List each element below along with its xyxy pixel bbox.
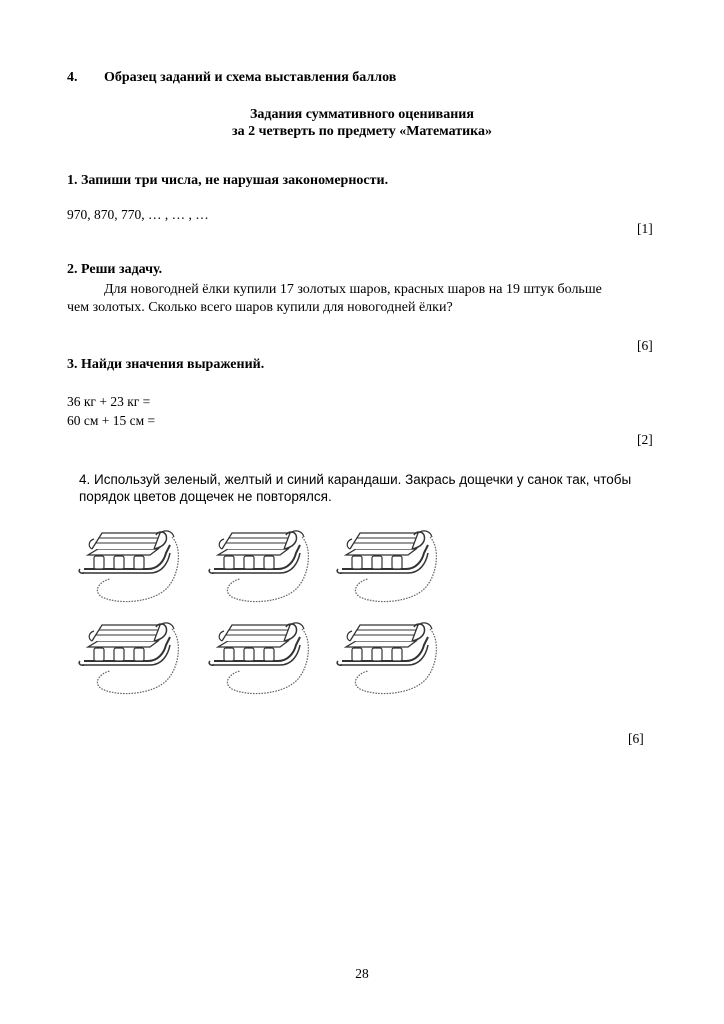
sled-image: [208, 525, 310, 605]
task-4-score: [6]: [628, 731, 644, 746]
sled-image: [336, 617, 438, 697]
task-2-text-line-2: чем золотых. Сколько всего шаров купили для новогодней ёлки?: [67, 300, 453, 315]
task-2-text-line-1: Для новогодней ёлки купили 17 золотых шаров, красных шаров на 19 штук больше: [104, 282, 602, 297]
task-1-title: 1. Запиши три числа, не нарушая закономерности.: [67, 173, 389, 188]
heading-line-2: за 2 четверть по предмету «Математика»: [231, 124, 493, 139]
sled-image: [78, 525, 180, 605]
section-title: Образец заданий и схема выставления баллов: [104, 70, 397, 85]
heading-line-1: Задания суммативного оценивания: [250, 107, 474, 122]
task-1-sequence: 970, 870, 770, … , … , …: [67, 207, 209, 222]
section-number: 4.: [67, 70, 78, 85]
task-3-title: 3. Найди значения выражений.: [67, 357, 265, 372]
task-3-expression-1: 36 кг + 23 кг =: [67, 394, 151, 409]
task-2-title: 2. Реши задачу.: [67, 262, 163, 277]
sled-image: [208, 617, 310, 697]
sled-image: [336, 525, 438, 605]
task-3-expression-2: 60 см + 15 см =: [67, 413, 156, 428]
page-number: 28: [355, 966, 369, 981]
task-3-score: [2]: [637, 432, 653, 447]
task-2-score: [6]: [637, 338, 653, 353]
task-4-text-line-1: 4. Используй зеленый, желтый и синий карандаши. Закрась дощечки у санок так, чтобы: [79, 472, 632, 487]
task-2-text: [67, 279, 656, 300]
sled-image: [78, 617, 180, 697]
task-1-score: [1]: [637, 221, 653, 236]
task-4-text-line-2: порядок цветов дощечек не повторялся.: [79, 489, 332, 504]
